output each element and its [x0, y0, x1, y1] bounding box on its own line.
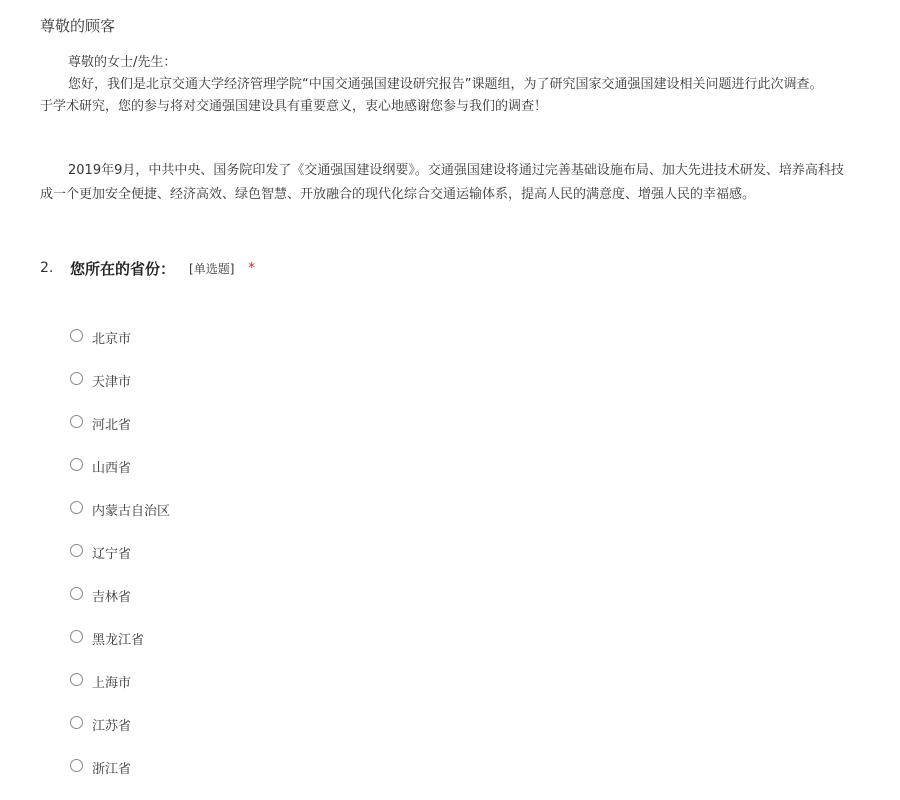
intro-line-1: 您好，我们是北京交通大学经济管理学院“中国交通强国建设研究报告”课题组，为了研究国家交通强国建设相关问题进行此次调查。: [68, 77, 823, 92]
intro-section: [40, 52, 900, 118]
page-title: 尊敬的顾客: [40, 17, 116, 35]
option-beijing[interactable]: [70, 325, 170, 350]
notice-line-2: 成一个更加安全便捷、经济高效、绿色智慧、开放融合的现代化综合交通运输体系，提高人民的满意度、增强人民的幸福感。: [40, 187, 756, 202]
notice-line-1: 2019年9月，中共中央、国务院印发了《交通强国建设纲要》。交通强国建设将通过完善基础设施布局、加大先进技术研发、培养高科技: [68, 163, 844, 178]
option-label: 内蒙古自治区: [92, 504, 171, 519]
option-jiangsu[interactable]: [70, 712, 170, 737]
option-label: 吉林省: [92, 590, 132, 605]
option-tianjin[interactable]: [70, 368, 170, 393]
radio-button[interactable]: [70, 673, 83, 686]
option-label: 黑龙江省: [92, 633, 145, 648]
intro-line-2: 于学术研究，您的参与将对交通强国建设具有重要意义，衷心地感谢您参与我们的调查！: [40, 99, 548, 114]
option-heilongjiang[interactable]: [70, 626, 170, 651]
radio-button[interactable]: [70, 544, 83, 557]
question-text: 您所在的省份：: [70, 259, 176, 278]
option-label: 北京市: [92, 332, 132, 347]
radio-button[interactable]: [70, 329, 83, 342]
option-shanxi[interactable]: [70, 454, 170, 479]
option-jilin[interactable]: [70, 583, 170, 608]
option-zhejiang[interactable]: [70, 755, 170, 780]
option-label: 浙江省: [92, 762, 132, 777]
option-label: 辽宁省: [92, 547, 132, 562]
option-label: 山西省: [92, 461, 132, 476]
radio-button[interactable]: [70, 415, 83, 428]
option-inner-mongolia[interactable]: [70, 497, 170, 522]
option-hebei[interactable]: [70, 411, 170, 436]
question-header: [40, 256, 255, 280]
radio-button[interactable]: [70, 372, 83, 385]
option-label: 上海市: [92, 676, 132, 691]
option-label: 江苏省: [92, 719, 132, 734]
options-list: [70, 325, 170, 798]
radio-button[interactable]: [70, 759, 83, 772]
radio-button[interactable]: [70, 587, 83, 600]
intro-greeting: 尊敬的女士/先生：: [68, 55, 177, 70]
radio-button[interactable]: [70, 501, 83, 514]
radio-button[interactable]: [70, 458, 83, 471]
option-label: 河北省: [92, 418, 132, 433]
question-number: 2.: [40, 260, 54, 276]
option-shanghai[interactable]: [70, 669, 170, 694]
required-marker: *: [248, 260, 255, 276]
option-label: 天津市: [92, 375, 132, 390]
notice-section: [40, 159, 900, 207]
option-liaoning[interactable]: [70, 540, 170, 565]
question-type-label: [单选题]: [189, 261, 235, 276]
radio-button[interactable]: [70, 630, 83, 643]
radio-button[interactable]: [70, 716, 83, 729]
